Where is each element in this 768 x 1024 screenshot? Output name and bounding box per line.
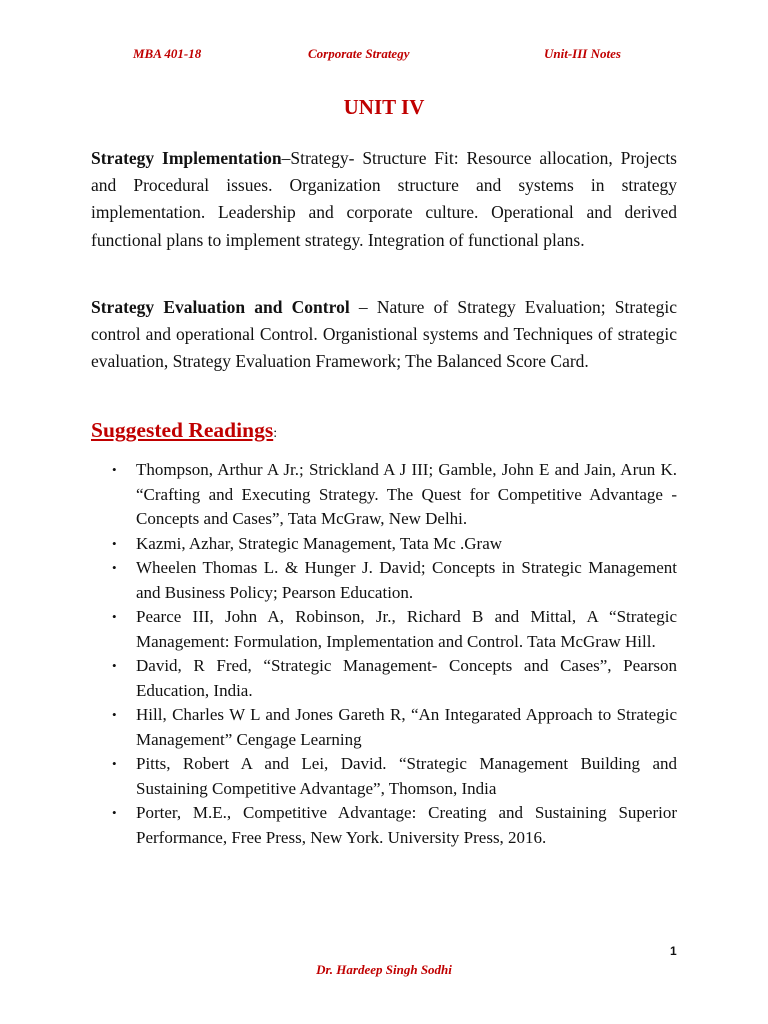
reading-list xyxy=(106,458,677,850)
readings-heading-text: Suggested Readings xyxy=(91,418,274,442)
section-heading: Strategy Evaluation and Control xyxy=(91,297,350,317)
reading-text: David, R Fred, “Strategic Management- Concepts and Cases”, Pearson Education, India. xyxy=(136,656,677,700)
readings-heading-colon: : xyxy=(273,426,278,441)
bullet-icon: • xyxy=(112,805,117,820)
reading-text: Kazmi, Azhar, Strategic Management, Tata Mc .Graw xyxy=(136,533,503,553)
section-strategy-evaluation xyxy=(91,294,677,376)
suggested-readings-heading xyxy=(91,418,277,443)
reading-text: Hill, Charles W L and Jones Gareth R, “An Integarated Approach to Strategic Management” Cengage Learning xyxy=(136,705,677,749)
page-footer-author: Dr. Hardeep Singh Sodhi xyxy=(316,962,452,977)
list-item xyxy=(106,532,677,557)
header-notes-label: Unit-III Notes xyxy=(544,46,621,61)
page-header xyxy=(0,46,768,66)
bullet-icon: • xyxy=(112,560,117,575)
reading-text: Pitts, Robert A and Lei, David. “Strategic Management Building and Sustaining Competitive Advantage”, Thomson, India xyxy=(136,754,677,798)
bullet-icon: • xyxy=(112,707,117,722)
list-item xyxy=(106,458,677,532)
reading-text: Thompson, Arthur A Jr.; Strickland A J III; Gamble, John E and Jain, Arun K. “Crafting and Executing Strategy. The Quest for Competitive Advantage - Concepts and Cases”, Tata McGraw, New Delhi. xyxy=(136,460,677,528)
section-heading: Strategy Implementation xyxy=(91,148,282,168)
list-item xyxy=(106,703,677,752)
section-strategy-implementation xyxy=(91,145,677,254)
list-item xyxy=(106,605,677,654)
list-item xyxy=(106,556,677,605)
list-item xyxy=(106,654,677,703)
reading-text: Wheelen Thomas L. & Hunger J. David; Concepts in Strategic Management and Business Policy; Pearson Education. xyxy=(136,558,677,602)
reading-text: Pearce III, John A, Robinson, Jr., Richard B and Mittal, A “Strategic Management: Formulation, Implementation and Control. Tata McGraw Hill. xyxy=(136,607,677,651)
bullet-icon: • xyxy=(112,462,117,477)
bullet-icon: • xyxy=(112,609,117,624)
header-course-name: Corporate Strategy xyxy=(308,46,410,61)
unit-title: UNIT IV xyxy=(343,95,425,119)
section-body: – Nature of Strategy Evaluation; Strategic control and operational Control. Organistional systems and Techniques of strategic evaluation, Strategy Evaluation Framework; The Balanced Score Card. xyxy=(91,297,677,372)
list-item xyxy=(106,752,677,801)
bullet-icon: • xyxy=(112,535,117,551)
list-item xyxy=(106,801,677,850)
header-course-code: MBA 401-18 xyxy=(133,46,202,61)
page-number: 1 xyxy=(670,944,677,958)
bullet-icon: • xyxy=(112,756,117,771)
section-body: –Strategy- Structure Fit: Resource allocation, Projects and Procedural issues. Organization structure and systems in strategy implementation. Leadership and corporate culture. Operational and derived functional plans to implement strategy. Integration of functional plans. xyxy=(91,148,677,250)
bullet-icon: • xyxy=(112,658,117,673)
reading-text: Porter, M.E., Competitive Advantage: Creating and Sustaining Superior Performance, Free Press, New York. University Press, 2016. xyxy=(136,803,677,847)
